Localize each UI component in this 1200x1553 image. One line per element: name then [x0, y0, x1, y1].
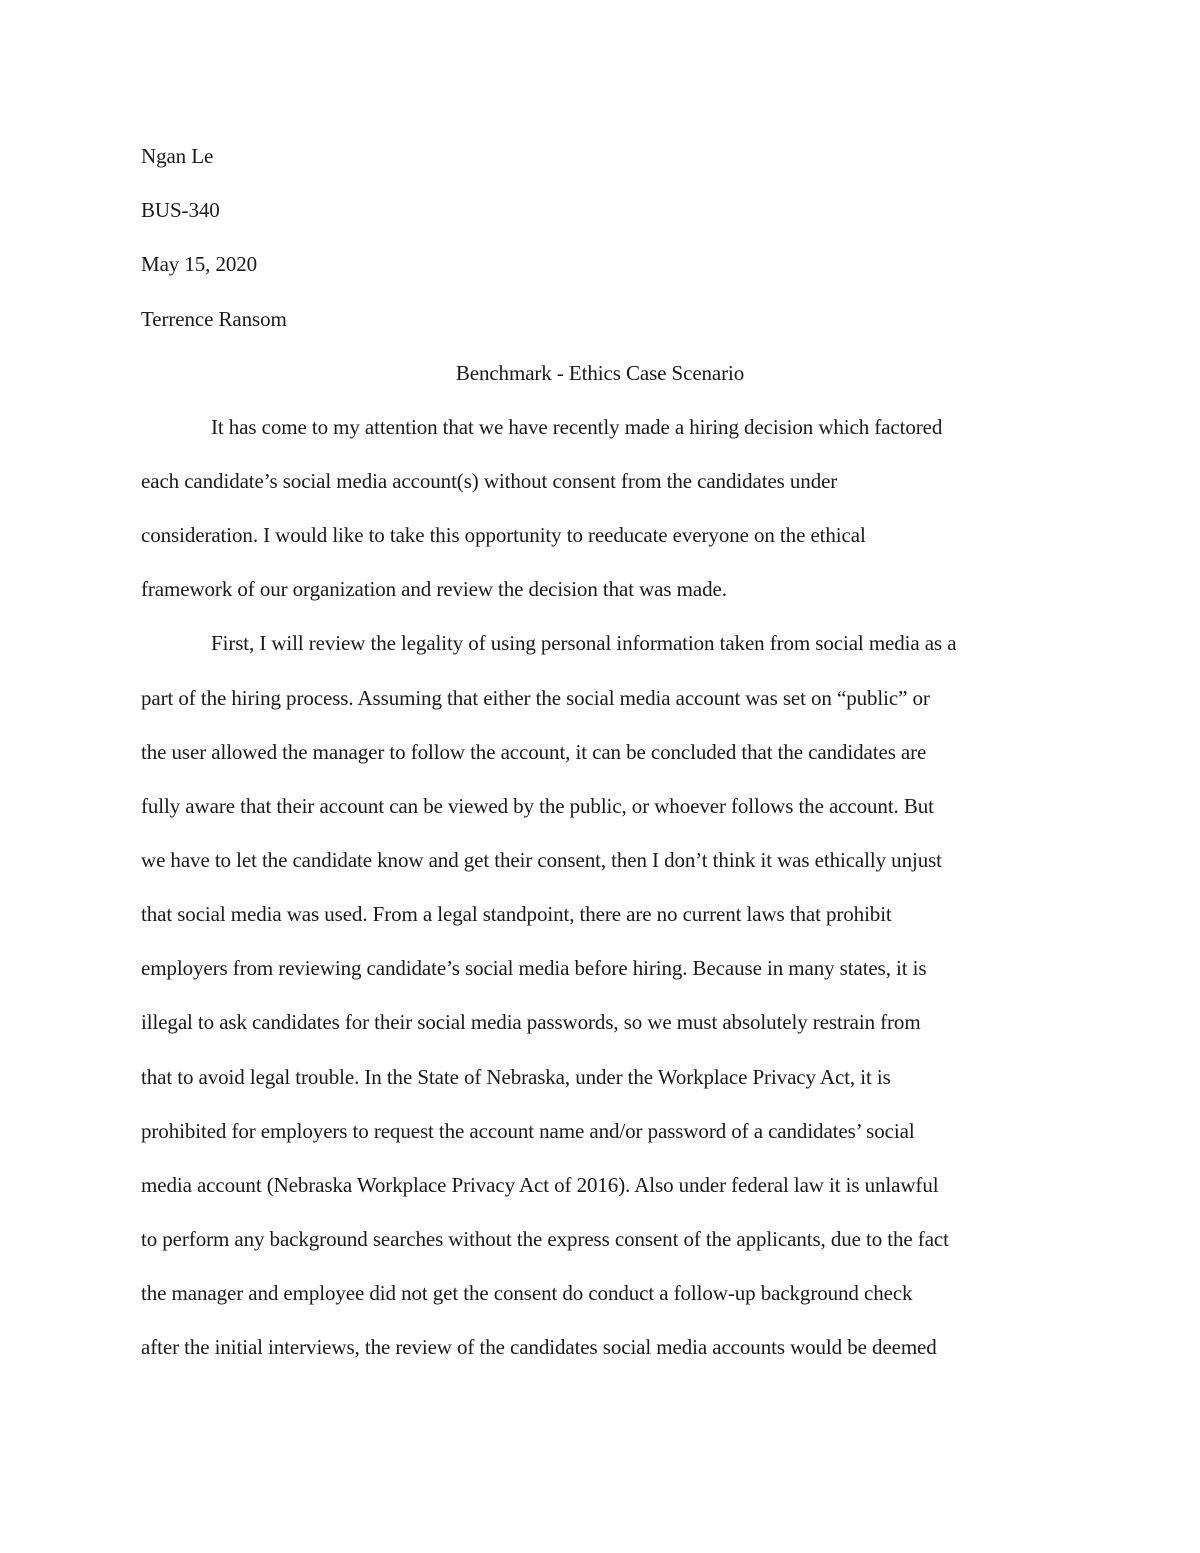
- paragraph-line: the manager and employee did not get the consent do conduct a follow-up background check: [141, 1281, 913, 1305]
- paragraph-line: employers from reviewing candidate’s social media before hiring. Because in many states, it is: [141, 956, 927, 980]
- paragraph-line: after the initial interviews, the review of the candidates social media accounts would be deemed: [141, 1335, 937, 1359]
- paragraph-line: illegal to ask candidates for their social media passwords, so we must absolutely restrain from: [141, 1010, 921, 1034]
- paragraph-line: framework of our organization and review the decision that was made.: [141, 577, 727, 601]
- author-name: Ngan Le: [141, 144, 214, 168]
- paragraph-line: fully aware that their account can be viewed by the public, or whoever follows the account. But: [141, 794, 934, 818]
- paragraph-line: that social media was used. From a legal standpoint, there are no current laws that prohibit: [141, 902, 892, 926]
- paragraph-line: consideration. I would like to take this opportunity to reeducate everyone on the ethical: [141, 523, 866, 547]
- paragraph-line: part of the hiring process. Assuming that either the social media account was set on “public” or: [141, 686, 930, 710]
- paragraph-line: prohibited for employers to request the account name and/or password of a candidates’ social: [141, 1119, 915, 1143]
- paragraph-line: First, I will review the legality of using personal information taken from social media as a: [211, 631, 957, 655]
- paragraph-line: the user allowed the manager to follow the account, it can be concluded that the candidates are: [141, 740, 927, 764]
- paragraph-line: It has come to my attention that we have recently made a hiring decision which factored: [211, 415, 943, 439]
- paragraph-line: media account (Nebraska Workplace Privacy Act of 2016). Also under federal law it is unlawful: [141, 1173, 939, 1197]
- course-code: BUS-340: [141, 198, 220, 222]
- paragraph-line: we have to let the candidate know and get their consent, then I don’t think it was ethically unjust: [141, 848, 942, 872]
- paragraph-line: each candidate’s social media account(s) without consent from the candidates under: [141, 469, 838, 493]
- paragraph-line: to perform any background searches without the express consent of the applicants, due to the fact: [141, 1227, 949, 1251]
- document-title: Benchmark - Ethics Case Scenario: [455, 361, 745, 385]
- instructor-name: Terrence Ransom: [141, 307, 287, 331]
- date: May 15, 2020: [141, 252, 258, 276]
- paragraph-line: that to avoid legal trouble. In the State of Nebraska, under the Workplace Privacy Act, it is: [141, 1065, 891, 1089]
